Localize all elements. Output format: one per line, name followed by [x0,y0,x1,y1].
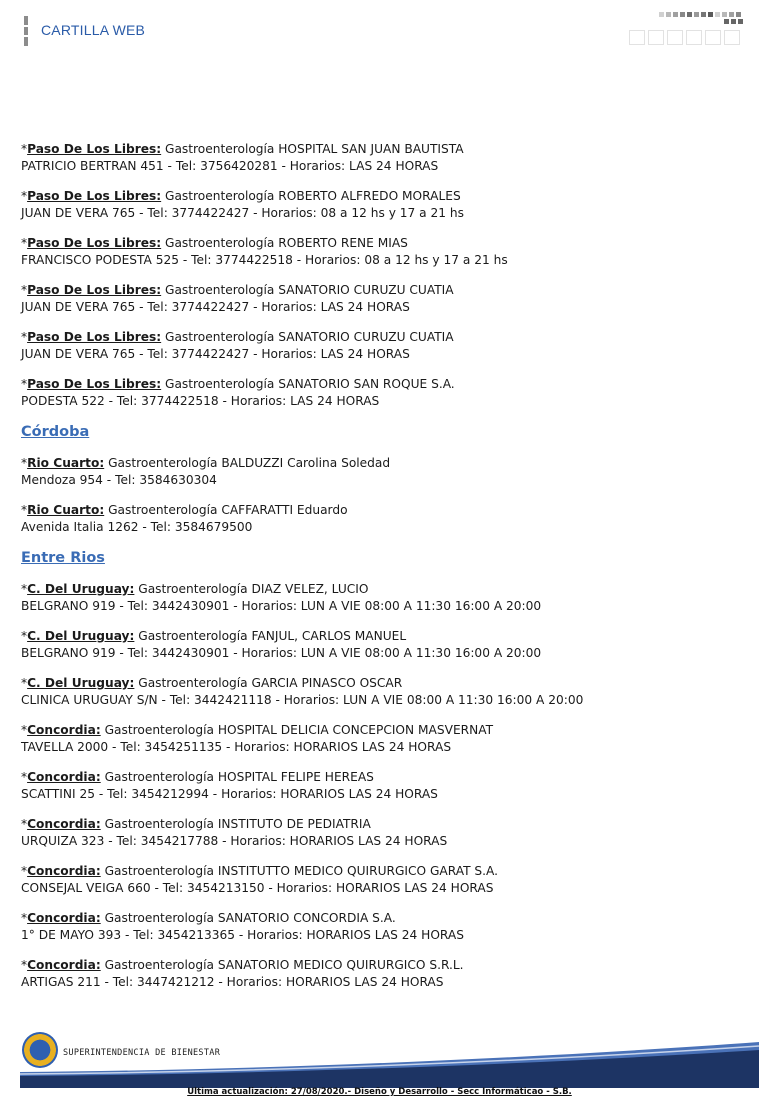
entry-title-line: *Concordia: Gastroenterología HOSPITAL DELICIA CONCEPCION MASVERNAT [21,723,494,737]
footer-wave-graphic [20,1028,759,1088]
entry-provider-name: SANATORIO CURUZU CUATIA [278,283,454,297]
entry-specialty: Gastroenterología [165,330,275,344]
entry-provider-name: CAFFARATTI Eduardo [221,503,348,517]
listing-entry [21,282,746,316]
entry-specialty: Gastroenterología [165,142,275,156]
entry-provider-name: HOSPITAL FELIPE HEREAS [217,770,374,784]
entry-provider-name: FANJUL, CARLOS MANUEL [251,629,407,643]
entry-details: ARTIGAS 211 - Tel: 3447421212 - Horarios: HORARIOS LAS 24 HORAS [21,975,444,989]
entry-city: Paso De Los Libres: [27,377,162,391]
entry-title-line: *Concordia: Gastroenterología INSTITUTTO MEDICO QUIRURGICO GARAT S.A. [21,864,499,878]
footer-org-name: SUPERINTENDENCIA DE BIENESTAR [63,1048,221,1058]
listing-entry [21,581,746,615]
entry-specialty: Gastroenterología [165,283,275,297]
square-outline-icon [724,30,740,45]
entry-specialty: Gastroenterología [104,723,214,737]
listing-entry [21,502,746,536]
entry-details: JUAN DE VERA 765 - Tel: 3774422427 - Horarios: LAS 24 HORAS [21,300,410,314]
entry-provider-name: SANATORIO CONCORDIA S.A. [217,911,396,925]
entry-title-line: *Rio Cuarto: Gastroenterología CAFFARATTI Eduardo [21,503,348,517]
entry-city: Paso De Los Libres: [27,189,162,203]
directory-listing [21,141,746,1004]
entry-provider-name: HOSPITAL DELICIA CONCEPCION MASVERNAT [217,723,494,737]
entry-details: URQUIZA 323 - Tel: 3454217788 - Horarios: HORARIOS LAS 24 HORAS [21,834,448,848]
listing-entry [21,816,746,850]
entry-details: PODESTA 522 - Tel: 3774422518 - Horarios: LAS 24 HORAS [21,394,380,408]
listing-entry [21,235,746,269]
square-icon [666,12,671,17]
square-icon [659,12,664,17]
entry-title-line: *Concordia: Gastroenterología SANATORIO CONCORDIA S.A. [21,911,396,925]
listing-entry [21,722,746,756]
square-icon [694,12,699,17]
listing-entry [21,675,746,709]
square-outline-icon [629,30,645,45]
entry-city: Paso De Los Libres: [27,283,162,297]
entry-title-line: *Paso De Los Libres: Gastroenterología SANATORIO CURUZU CUATIA [21,330,454,344]
listing-entry [21,376,746,410]
entry-provider-name: DIAZ VELEZ, LUCIO [251,582,369,596]
entry-details: JUAN DE VERA 765 - Tel: 3774422427 - Horarios: 08 a 12 hs y 17 a 21 hs [21,206,464,220]
entry-specialty: Gastroenterología [104,911,214,925]
entry-details: TAVELLA 2000 - Tel: 3454251135 - Horarios: HORARIOS LAS 24 HORAS [21,740,452,754]
superintendencia-seal-icon [22,1032,58,1068]
entry-city: Paso De Los Libres: [27,330,162,344]
header-title: CARTILLA WEB [41,22,146,38]
entry-specialty: Gastroenterología [138,676,248,690]
entry-details: PATRICIO BERTRAN 451 - Tel: 3756420281 - Horarios: LAS 24 HORAS [21,159,439,173]
square-icon [731,19,736,24]
square-icon [708,12,713,17]
entry-title-line: *Paso De Los Libres: Gastroenterología HOSPITAL SAN JUAN BAUTISTA [21,142,464,156]
entry-specialty: Gastroenterología [138,629,248,643]
entry-specialty: Gastroenterología [104,770,214,784]
entry-details: FRANCISCO PODESTA 525 - Tel: 3774422518 - Horarios: 08 a 12 hs y 17 a 21 hs [21,253,508,267]
page-header [0,0,759,60]
entry-title-line: *Concordia: Gastroenterología HOSPITAL FELIPE HEREAS [21,770,374,784]
entry-title-line: *Concordia: Gastroenterología INSTITUTO DE PEDIATRIA [21,817,371,831]
listing-entry [21,329,746,363]
header-bar-icon [24,16,28,46]
entry-title-line: *C. Del Uruguay: Gastroenterología GARCIA PINASCO OSCAR [21,676,403,690]
listing-entry [21,910,746,944]
square-outline-icon [667,30,683,45]
entry-city: Concordia: [27,958,101,972]
entry-details: CLINICA URUGUAY S/N - Tel: 3442421118 - Horarios: LUN A VIE 08:00 A 11:30 16:00 A 20:00 [21,693,584,707]
entry-title-line: *Rio Cuarto: Gastroenterología BALDUZZI Carolina Soledad [21,456,391,470]
entry-specialty: Gastroenterología [104,958,214,972]
listing-entry [21,769,746,803]
square-outline-icon [705,30,721,45]
listing-entry [21,957,746,991]
entry-details: SCATTINI 25 - Tel: 3454212994 - Horarios: HORARIOS LAS 24 HORAS [21,787,438,801]
entry-details: Avenida Italia 1262 - Tel: 3584679500 [21,520,253,534]
entry-provider-name: INSTITUTTO MEDICO QUIRURGICO GARAT S.A. [217,864,499,878]
entry-provider-name: GARCIA PINASCO OSCAR [251,676,403,690]
entry-city: Concordia: [27,911,101,925]
entry-details: JUAN DE VERA 765 - Tel: 3774422427 - Horarios: LAS 24 HORAS [21,347,410,361]
entry-title-line: *Paso De Los Libres: Gastroenterología ROBERTO RENE MIAS [21,236,408,250]
entry-details: CONSEJAL VEIGA 660 - Tel: 3454213150 - Horarios: HORARIOS LAS 24 HORAS [21,881,494,895]
entry-city: Concordia: [27,864,101,878]
square-icon [673,12,678,17]
square-icon [738,19,743,24]
entry-provider-name: ROBERTO RENE MIAS [278,236,408,250]
entry-city: Concordia: [27,723,101,737]
entry-title-line: *Concordia: Gastroenterología SANATORIO MEDICO QUIRURGICO S.R.L. [21,958,464,972]
entry-title-line: *C. Del Uruguay: Gastroenterología DIAZ VELEZ, LUCIO [21,582,369,596]
listing-entry [21,141,746,175]
entry-city: Rio Cuarto: [27,503,105,517]
entry-provider-name: ROBERTO ALFREDO MORALES [278,189,461,203]
square-icon [729,12,734,17]
square-icon [680,12,685,17]
entry-title-line: *Paso De Los Libres: Gastroenterología SANATORIO SAN ROQUE S.A. [21,377,455,391]
square-icon [715,12,720,17]
entry-city: Concordia: [27,770,101,784]
entry-provider-name: HOSPITAL SAN JUAN BAUTISTA [278,142,464,156]
entry-specialty: Gastroenterología [165,377,275,391]
listing-entry [21,455,746,489]
square-icon [722,12,727,17]
entry-city: Rio Cuarto: [27,456,105,470]
last-update-notice: Ultima actualización: 27/08/2020.- Diseño y Desarrollo - Secc Informáticao - S.B. [187,1087,572,1097]
entry-specialty: Gastroenterología [108,456,218,470]
square-outline-icon [648,30,664,45]
square-outline-icon [686,30,702,45]
entry-details: Mendoza 954 - Tel: 3584630304 [21,473,217,487]
entry-specialty: Gastroenterología [104,864,214,878]
entry-details: 1° DE MAYO 393 - Tel: 3454213365 - Horarios: HORARIOS LAS 24 HORAS [21,928,464,942]
decorative-squares-icon [629,12,749,46]
entry-provider-name: BALDUZZI Carolina Soledad [221,456,391,470]
entry-specialty: Gastroenterología [104,817,214,831]
entry-specialty: Gastroenterología [165,189,275,203]
entry-provider-name: INSTITUTO DE PEDIATRIA [217,817,371,831]
square-icon [701,12,706,17]
entry-provider-name: SANATORIO CURUZU CUATIA [278,330,454,344]
province-heading[interactable]: Entre Rios [21,550,105,566]
entry-city: C. Del Uruguay: [27,582,135,596]
entry-city: Paso De Los Libres: [27,236,162,250]
entry-details: BELGRANO 919 - Tel: 3442430901 - Horarios: LUN A VIE 08:00 A 11:30 16:00 A 20:00 [21,599,542,613]
listing-entry [21,863,746,897]
entry-title-line: *C. Del Uruguay: Gastroenterología FANJUL, CARLOS MANUEL [21,629,407,643]
listing-entry [21,188,746,222]
entry-provider-name: SANATORIO MEDICO QUIRURGICO S.R.L. [217,958,464,972]
province-heading[interactable]: Córdoba [21,424,90,440]
page-footer [20,1028,759,1088]
entry-specialty: Gastroenterología [165,236,275,250]
entry-provider-name: SANATORIO SAN ROQUE S.A. [278,377,455,391]
entry-title-line: *Paso De Los Libres: Gastroenterología SANATORIO CURUZU CUATIA [21,283,454,297]
entry-details: BELGRANO 919 - Tel: 3442430901 - Horarios: LUN A VIE 08:00 A 11:30 16:00 A 20:00 [21,646,542,660]
entry-city: Paso De Los Libres: [27,142,162,156]
entry-city: C. Del Uruguay: [27,629,135,643]
square-icon [736,12,741,17]
entry-city: C. Del Uruguay: [27,676,135,690]
entry-specialty: Gastroenterología [108,503,218,517]
entry-city: Concordia: [27,817,101,831]
entry-title-line: *Paso De Los Libres: Gastroenterología ROBERTO ALFREDO MORALES [21,189,461,203]
square-icon [724,19,729,24]
listing-entry [21,628,746,662]
entry-specialty: Gastroenterología [138,582,248,596]
square-icon [687,12,692,17]
